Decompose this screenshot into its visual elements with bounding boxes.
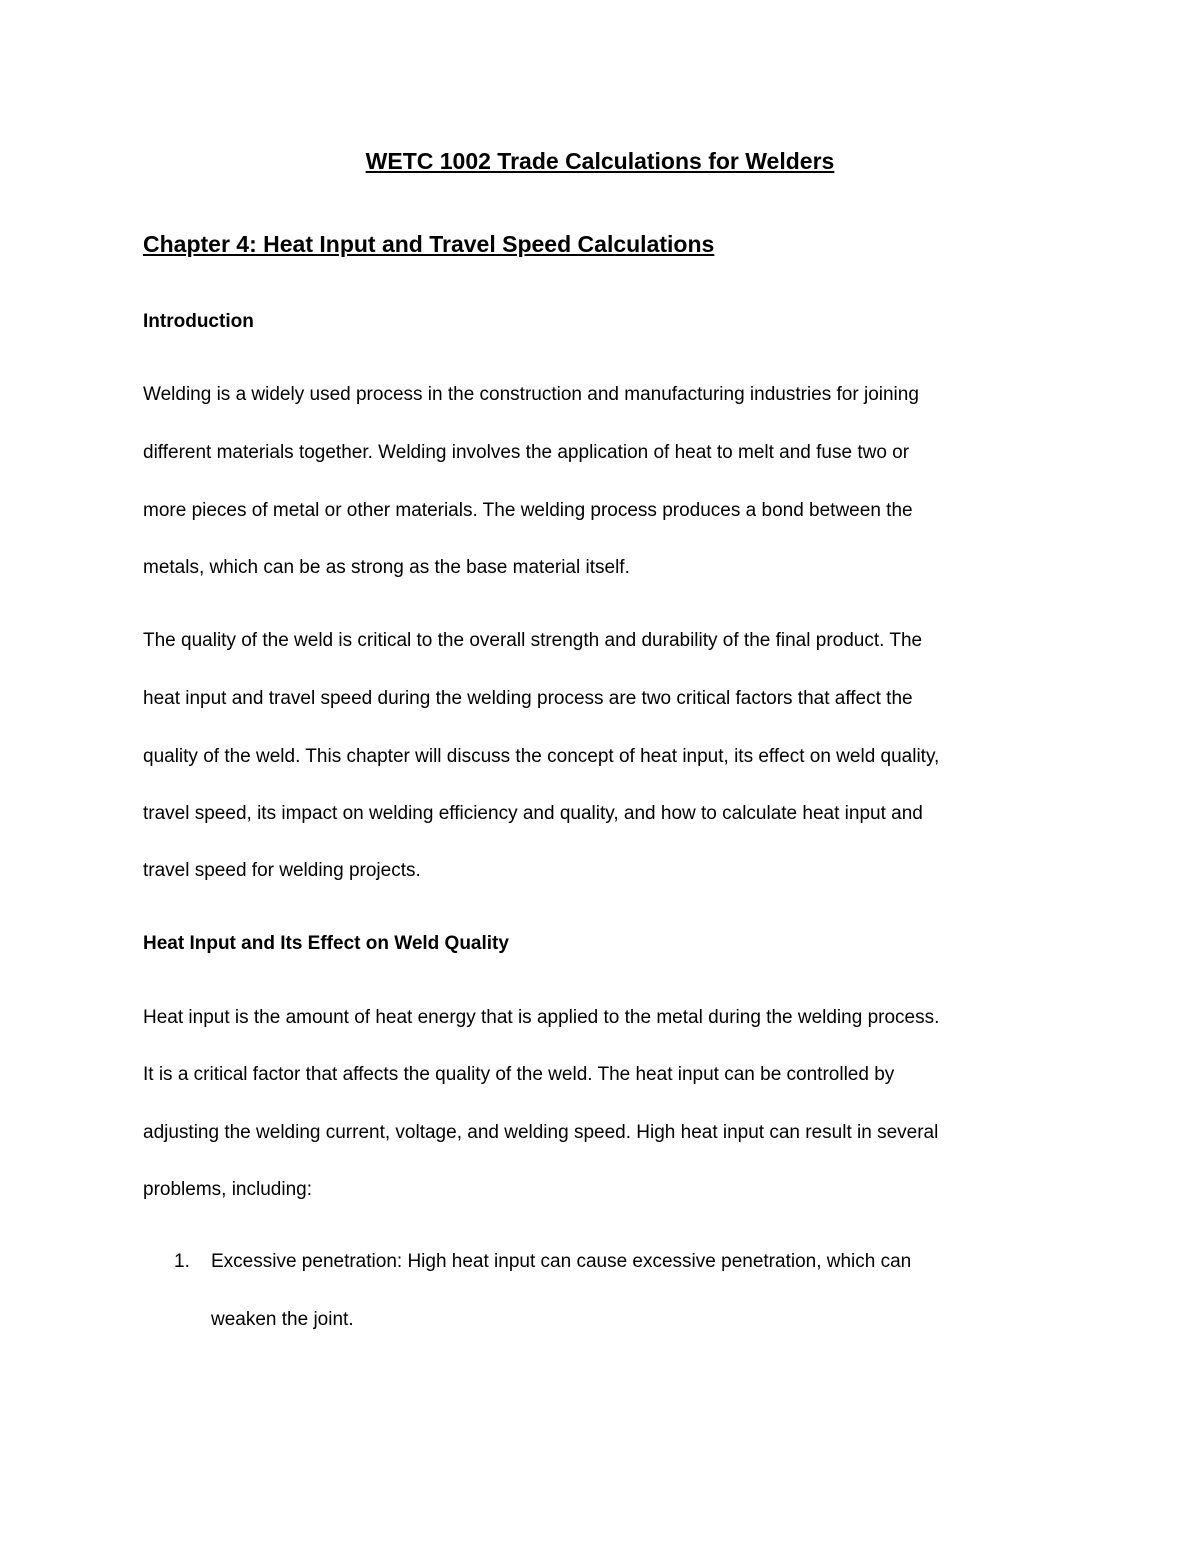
list-item-number: 1.	[174, 1251, 190, 1272]
paragraph-line: quality of the weld. This chapter will discuss the concept of heat input, its effect on weld quality,	[143, 746, 940, 767]
paragraph-line: problems, including:	[143, 1179, 312, 1200]
paragraph-line: adjusting the welding current, voltage, and welding speed. High heat input can result in several	[143, 1122, 939, 1143]
paragraph-line: more pieces of metal or other materials. The welding process produces a bond between the	[143, 500, 913, 521]
paragraph-line: Welding is a widely used process in the construction and manufacturing industries for joining	[143, 384, 919, 405]
paragraph-line: Heat input is the amount of heat energy that is applied to the metal during the welding process.	[143, 1007, 940, 1028]
paragraph-line: different materials together. Welding involves the application of heat to melt and fuse two or	[143, 442, 910, 463]
paragraph-line: It is a critical factor that affects the quality of the weld. The heat input can be controlled by	[143, 1064, 895, 1085]
paragraph-line: travel speed for welding projects.	[143, 860, 421, 881]
paragraph-line: travel speed, its impact on welding efficiency and quality, and how to calculate heat input and	[143, 803, 923, 824]
document-title: WETC 1002 Trade Calculations for Welders	[365, 148, 835, 174]
paragraph-line: heat input and travel speed during the welding process are two critical factors that affect the	[143, 688, 913, 709]
list-item-line: weaken the joint.	[211, 1309, 354, 1330]
section-heading-heat-input: Heat Input and Its Effect on Weld Quality	[143, 933, 509, 954]
paragraph-line: The quality of the weld is critical to the overall strength and durability of the final product. The	[143, 630, 923, 651]
section-heading-introduction: Introduction	[143, 311, 254, 332]
list-item-line: Excessive penetration: High heat input can cause excessive penetration, which can	[211, 1251, 912, 1272]
paragraph-line: metals, which can be as strong as the base material itself.	[143, 557, 630, 578]
chapter-title: Chapter 4: Heat Input and Travel Speed Calculations	[143, 231, 715, 257]
